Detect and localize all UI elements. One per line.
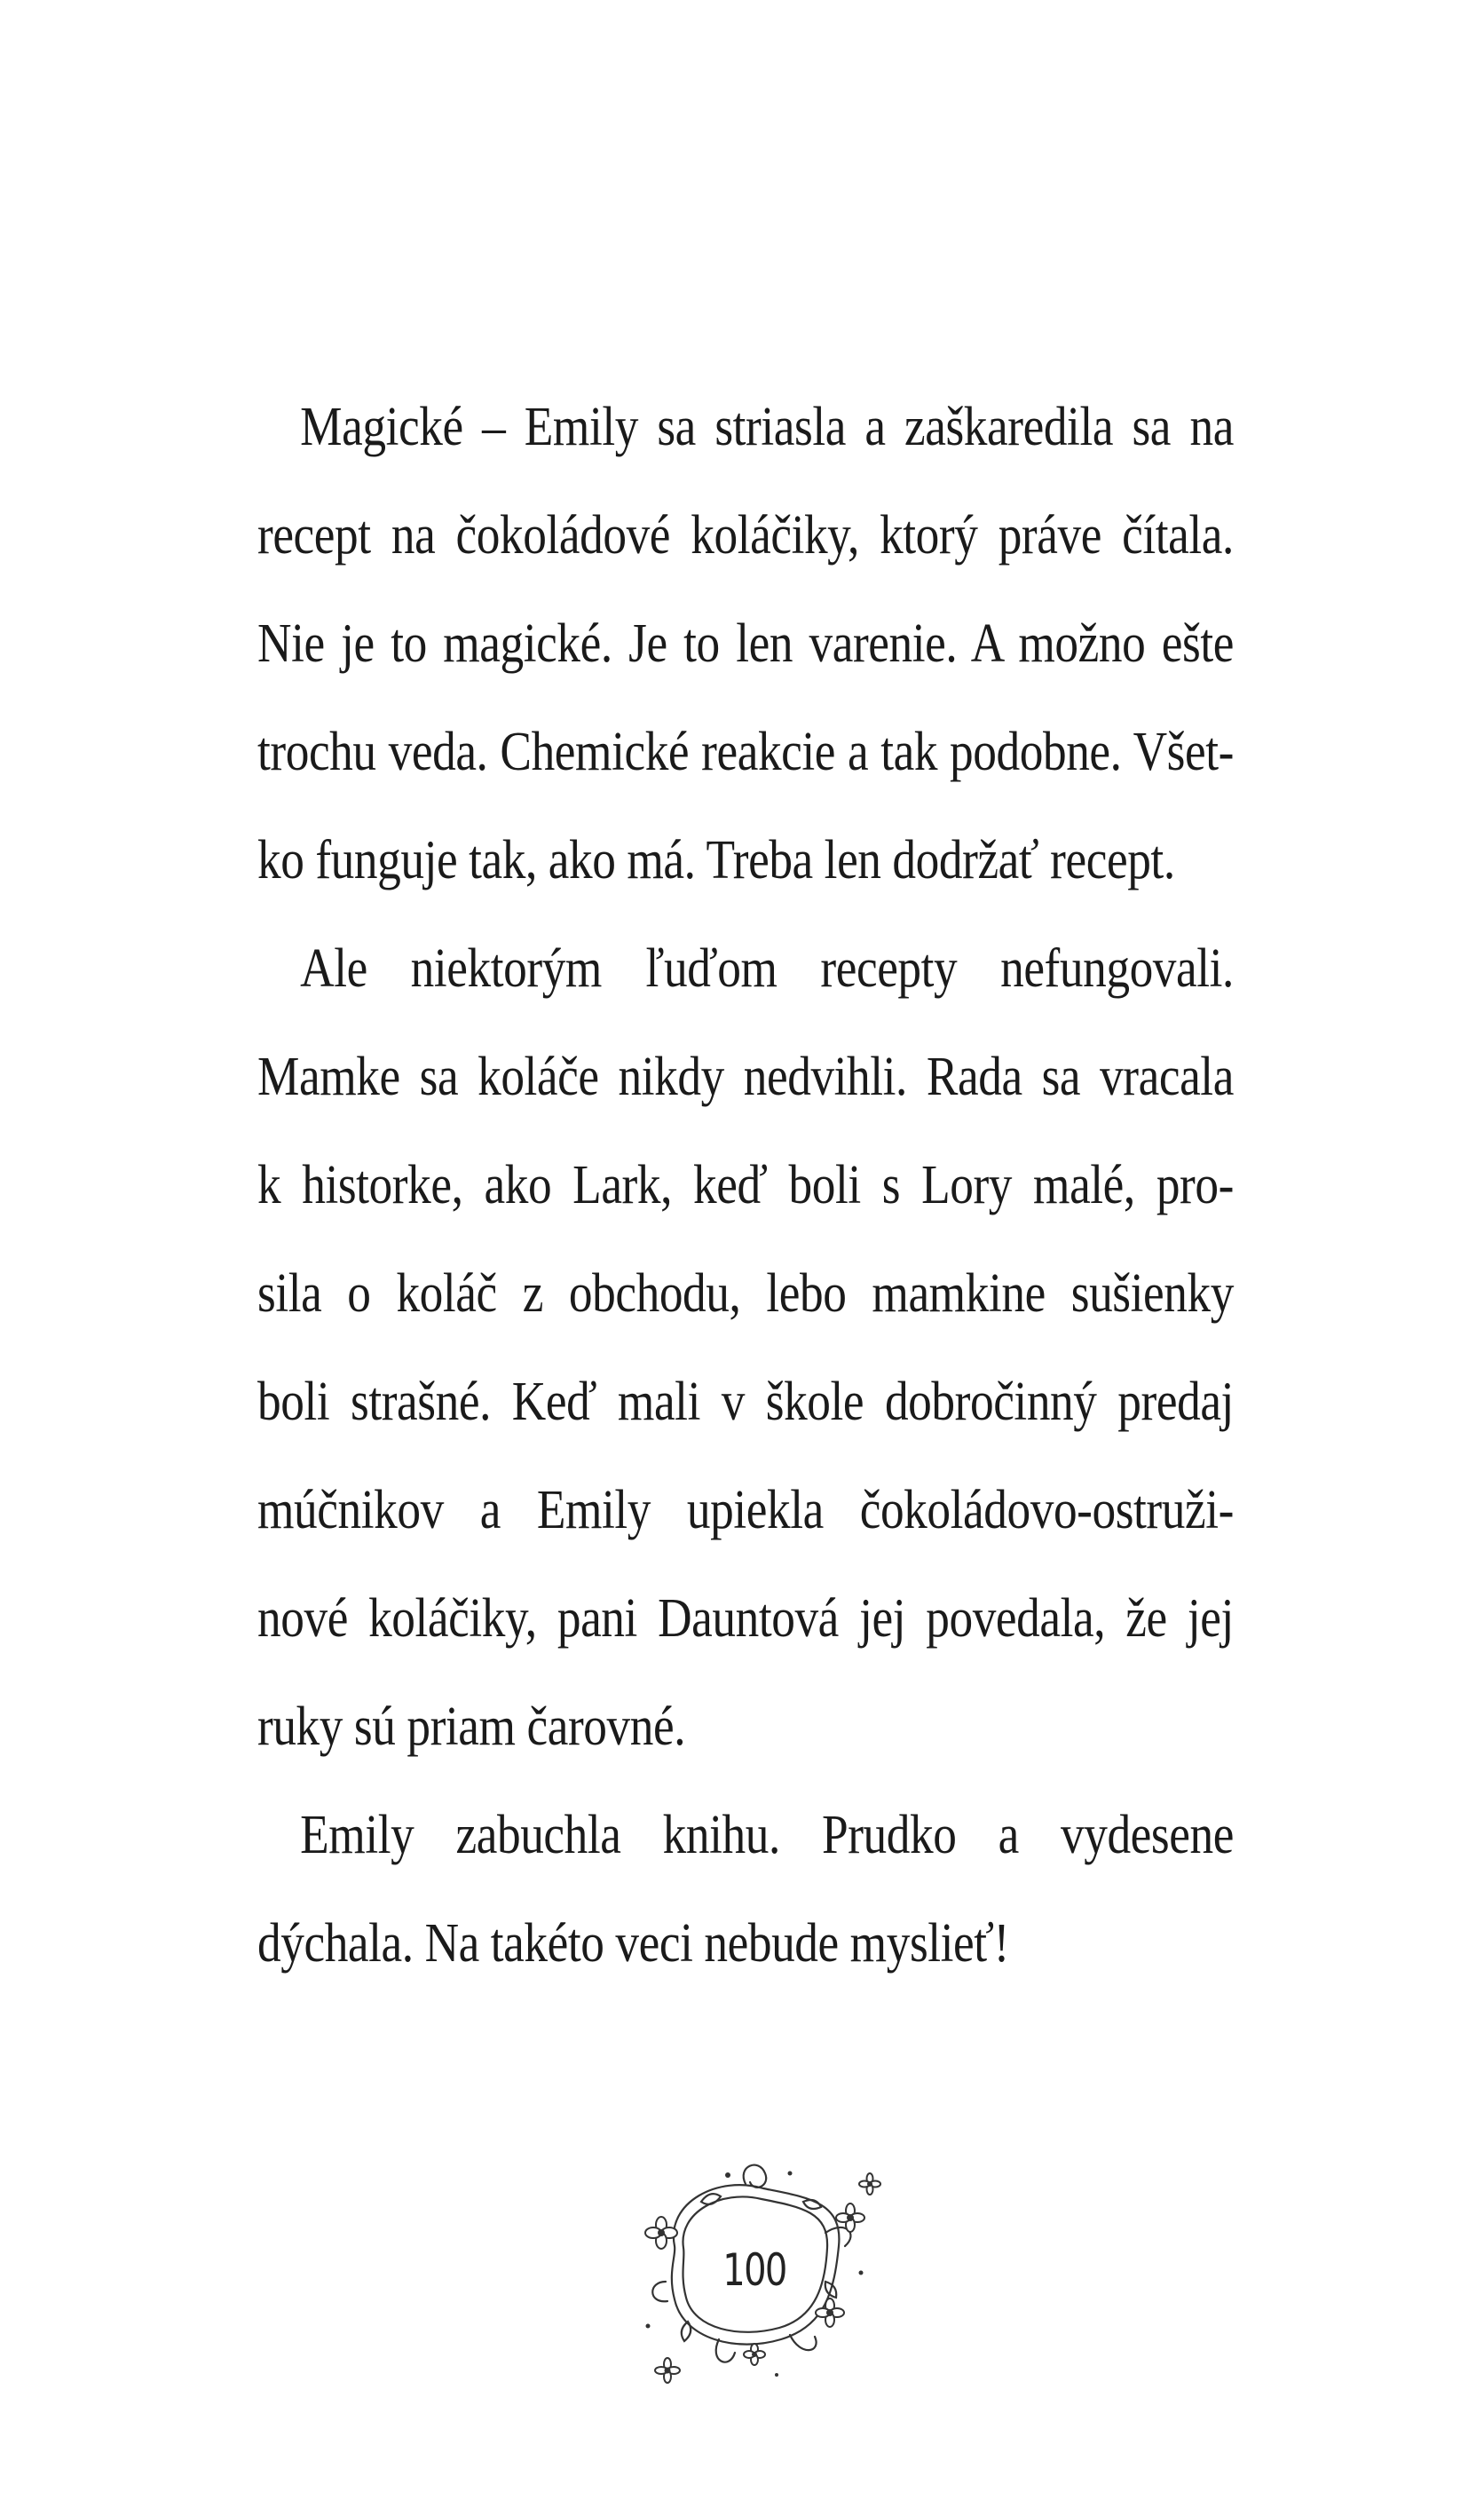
text-line: dýchala. Na takéto veci nebude myslieť!: [257, 1913, 1009, 1974]
text-line: Nie je to magické. Je to len varenie. A možno ešte: [257, 613, 1234, 674]
body-text: [257, 373, 1234, 1998]
text-line: Ale niektorým ľuďom recepty nefungovali.: [300, 938, 1234, 999]
text-line: Mamke sa koláče nikdy nedvihli. Rada sa vracala: [257, 1047, 1234, 1107]
text-line: ko funguje tak, ako má. Treba len dodržať recept.: [257, 830, 1175, 890]
page-footer: [612, 2148, 896, 2397]
text-line: múčnikov a Emily upiekla čokoládovo-ostruži-: [257, 1480, 1234, 1540]
text-line: Emily zabuchla knihu. Prudko a vydesene: [300, 1805, 1234, 1865]
page-number: 100: [722, 2244, 786, 2296]
text-line: recept na čokoládové koláčiky, ktorý práve čítala.: [257, 505, 1234, 566]
text-line: Magické – Emily sa striasla a zaškaredila sa na: [300, 397, 1234, 457]
text-line: boli strašné. Keď mali v škole dobročinný predaj: [257, 1372, 1234, 1432]
text-line: ruky sú priam čarovné.: [257, 1697, 686, 1757]
text-line: sila o koláč z obchodu, lebo mamkine sušienky: [257, 1263, 1234, 1324]
text-line: k historke, ako Lark, keď boli s Lory malé, pro-: [257, 1155, 1234, 1215]
text-line: trochu veda. Chemické reakcie a tak podobne. Všet-: [257, 722, 1234, 782]
text-line: nové koláčiky, pani Dauntová jej povedala, že jej: [257, 1588, 1234, 1649]
